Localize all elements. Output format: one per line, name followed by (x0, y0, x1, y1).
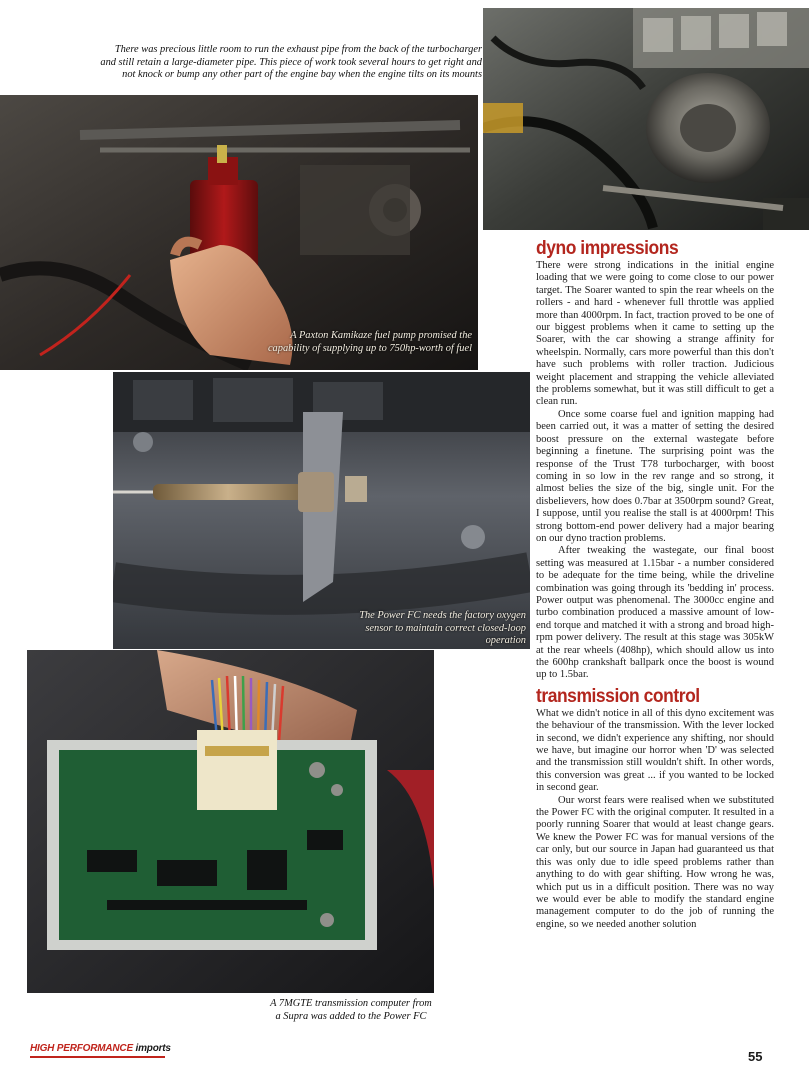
transmission-computer-photo (27, 650, 434, 993)
fuel-pump-photo (0, 95, 478, 370)
page-number: 55 (748, 1049, 763, 1064)
dyno-paragraph-3: After tweaking the wastegate, our final boost setting was measured at 1.15bar - a number considered to be adequate for the time being, while the driveline combination was going through its 'bedding in' process. Power output was phenomenal. The 3000cc engine and turbo combination produced a massive amount of low-end torque and matched it with a strong and broad high-rpm power delivery. The result at this stage was 305kW at the rear wheels (408hp), which should allow us into the 600hp crankshaft ballpark once the boost is wound up to 1.5bar. (536, 545, 774, 681)
brand-red-text: HIGH PERFORMANCE (30, 1043, 133, 1054)
engine-bay-photo (483, 8, 809, 230)
footer-rule (30, 1056, 165, 1058)
article-column (536, 238, 774, 931)
fuel-pump-caption: A Paxton Kamikaze fuel pump promised the capability of supplying up to 750hp-worth of fuel (267, 330, 472, 354)
transmission-paragraph-1: What we didn't notice in all of this dyno excitement was the behaviour of the transmission. With the lever locked in second, we didn't experience any shifting, nor should we have, but imagine our horror when 'D' was selected and the transmission still wouldn't shift. In other words, this conversion was great ... if you wanted to be locked in second gear. (536, 707, 774, 794)
dyno-paragraph-2: Once some coarse fuel and ignition mapping had been carried out, it was a matter of setting the desired boost pressure on the external wastegate before beginning a finetune. The surprising point was the response of the Trust T78 turbocharger, with boost coming in so low in the rev range and so strong, it almost belies the size of the big, single unit. For the disbelievers, how does 0.7bar at 3500rpm sound? Great, I suppose, until you realise the stall is at 4000rpm! This strong bottom-end power delivery had a major bearing on our dyno traction problems. (536, 408, 774, 544)
transmission-computer-caption: A 7MGTE transmission computer from a Supra was added to the Power FC (270, 998, 432, 1022)
brand-dark-text: imports (135, 1043, 171, 1054)
oxygen-sensor-photo (113, 372, 530, 649)
magazine-brand (30, 1043, 171, 1054)
exhaust-caption: There was precious little room to run the exhaust pipe from the back of the turbocharger and still retain a large-diameter pipe. This piece of work took several hours to get right and not knock or bump any other part of the engine bay when the engine tilts on its mounts (100, 44, 482, 81)
transmission-paragraph-2: Our worst fears were realised when we substituted the Power FC with the original computer. It resulted in a poorly running Soarer that would at least change gears. We knew the Power FC was for manual versions of the car only, but our source in Japan had guaranteed us that this was only due to idle speed problems rather than anything to do with gear shifting. How wrong he was, which put us in a difficult position. There was no way we would ever be able to modify the standard engine management computer to do the job of running the engine, so we needed another solution (536, 794, 774, 930)
dyno-impressions-heading: dyno impressions (536, 238, 679, 259)
oxygen-sensor-caption: The Power FC needs the factory oxygen sensor to maintain correct closed-loop operation (359, 610, 526, 647)
dyno-paragraph-1: There were strong indications in the initial engine loading that we were going to come close to our power target. The Soarer wanted to spin the rear wheels on the rollers - and hard - whenever full throttle was applied more than 4000rpm. In fact, traction proved to be one of our biggest problems when it came to setting up the Soarer, with the car showing a strange affinity for wheelspin. Normally, cars more powerful than this don't have such problems with roller traction. Judicious weight placement and strapping the vehicle alleviated the problems somewhat, but it was still difficult to get a clean run. (536, 260, 774, 408)
transmission-control-heading: transmission control (536, 685, 700, 707)
